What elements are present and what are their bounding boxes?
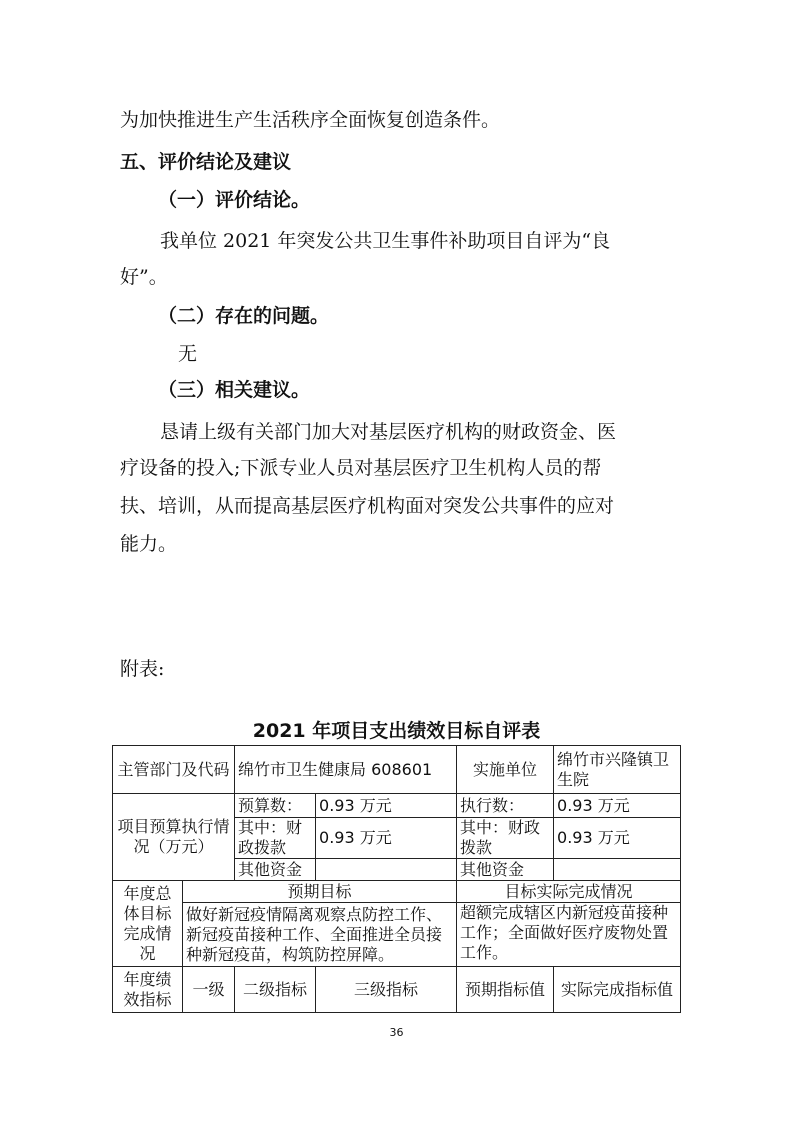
fiscal-exec-label: 其中：财政拨款 [457, 818, 554, 859]
other-budget [316, 859, 457, 881]
dept-label: 主管部门及代码 [113, 746, 235, 794]
budget-num: 0.93 万元 [316, 794, 457, 818]
section-heading-5: 五、评价结论及建议 [120, 151, 292, 173]
subheading-problems: （二）存在的问题。 [158, 305, 330, 327]
impl-label: 实施单位 [457, 746, 554, 794]
level1-header: 一级 [183, 967, 235, 1013]
subheading-conclusion: （一）评价结论。 [158, 189, 311, 211]
other-exec-label: 其他资金 [457, 859, 554, 881]
actual-text: 超额完成辖区内新冠疫苗接种工作；全面做好医疗废物处置工作。 [457, 903, 681, 967]
level2-header: 二级指标 [235, 967, 316, 1013]
appendix-label: 附表: [120, 658, 165, 680]
perf-label: 年度绩效指标 [113, 967, 183, 1013]
conclusion-text-2: 好”。 [120, 266, 168, 288]
table-title: 2021 年项目支出绩效目标自评表 [252, 720, 541, 742]
other-exec [554, 859, 681, 881]
fiscal-exec: 0.93 万元 [554, 818, 681, 859]
level3-header: 三级指标 [316, 967, 457, 1013]
expected-goal-text: 做好新冠疫情隔离观察点防控工作、新冠疫苗接种工作、全面推进全员接种新冠疫苗，构筑防控屏障。 [183, 903, 457, 967]
fiscal-budget: 0.93 万元 [316, 818, 457, 859]
suggestions-text-2: 疗设备的投入;下派专业人员对基层医疗卫生机构人员的帮 [120, 457, 602, 479]
suggestions-text-4: 能力。 [120, 533, 178, 555]
budget-num-label: 预算数： [235, 794, 316, 818]
exec-num: 0.93 万元 [554, 794, 681, 818]
body-line-1: 为加快推进生产生活秩序全面恢复创造条件。 [120, 109, 501, 131]
expected-goal-label: 预期目标 [183, 881, 457, 903]
dept-value: 绵竹市卫生健康局 608601 [235, 746, 457, 794]
subheading-suggestions: （三）相关建议。 [158, 379, 311, 401]
self-evaluation-table [112, 745, 681, 1013]
suggestions-text-1: 恳请上级有关部门加大对基层医疗机构的财政资金、医 [160, 421, 617, 443]
actual-value-header: 实际完成指标值 [554, 967, 681, 1013]
page-number: 36 [389, 1026, 404, 1039]
fiscal-label: 其中：财政拨款 [235, 818, 316, 859]
suggestions-text-3: 扶、培训，从而提高基层医疗机构面对突发公共事件的应对 [120, 495, 615, 517]
other-label: 其他资金 [235, 859, 316, 881]
budget-label: 项目预算执行情况（万元） [113, 794, 235, 881]
conclusion-text-1: 我单位 2021 年突发公共卫生事件补助项目自评为“良 [160, 230, 611, 252]
actual-label: 目标实际完成情况 [457, 881, 681, 903]
impl-value: 绵竹市兴隆镇卫生院 [554, 746, 681, 794]
expected-value-header: 预期指标值 [457, 967, 554, 1013]
annual-goal-label: 年度总体目标完成情况 [113, 881, 183, 967]
exec-num-label: 执行数： [457, 794, 554, 818]
problems-text: 无 [178, 343, 198, 365]
